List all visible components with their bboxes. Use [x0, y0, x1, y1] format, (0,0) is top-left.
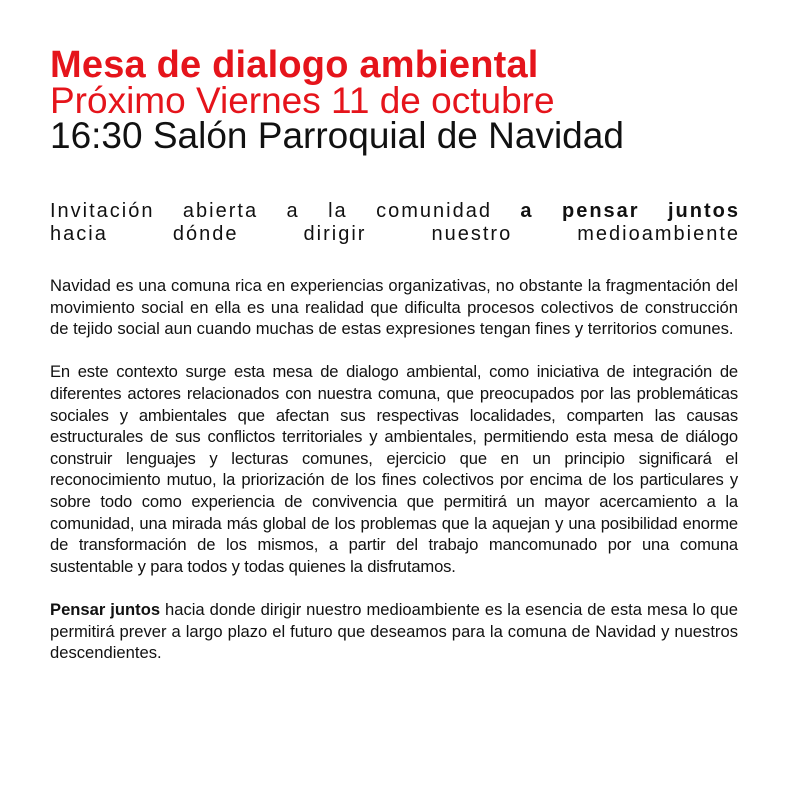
paragraph-3-rest: hacia donde dirigir nuestro medioambiente es la esencia de esta mesa lo que permitirá prever a largo plazo el futuro que deseamos para la comuna de Navidad y nuestros descendientes.: [50, 599, 738, 663]
invitation-block: [50, 200, 740, 246]
event-title: Mesa de dialogo ambiental: [50, 44, 539, 86]
paragraph-3: [50, 599, 738, 664]
heading-block: [50, 44, 738, 156]
body-text: [50, 275, 738, 685]
invitation-line-2: hacia dónde dirigir nuestro medioambiente: [50, 223, 740, 245]
event-time-place: 16:30 Salón Parroquial de Navidad: [50, 115, 624, 156]
paragraph-3-bold: Pensar juntos: [50, 599, 161, 619]
invitation-line-1: [50, 200, 740, 223]
invitation-bold: a pensar juntos: [520, 200, 740, 222]
event-date: Próximo Viernes 11 de octubre: [50, 80, 555, 121]
invitation-prefix: Invitación abierta a la comunidad: [50, 200, 521, 222]
paragraph-1: Navidad es una comuna rica en experiencias organizativas, no obstante la fragmentación del movimiento social en ella es una realidad que dificulta procesos colectivos de construcción de tejido social aun cuando muchas de estas expresiones tengan fines y territorios comunes.: [50, 276, 738, 339]
paragraph-2: En este contexto surge esta mesa de dialogo ambiental, como iniciativa de integración de diferentes actores relacionados con nuestra comuna, que preocupados por las problemáticas sociales y ambientales que afectan sus respectivas localidades, comparten las causas estructurales de sus conflictos territoriales y ambientales, permitiendo esta mesa de diálogo construir lenguajes y lecturas comunes, ejercicio que en un principio significará el reconocimiento mutuo, la priorización de los fines colectivos por encima de los particulares y sobre todo como experiencia de convivencia que permitirá un mayor acercamiento a la comunidad, una mirada más global de los problemas que la aquejan y una posibilidad enorme de transformación de los mismos, a partir del trabajo mancomunado por una comuna sustentable y para todos y todas quienes la disfrutamos.: [50, 362, 738, 576]
